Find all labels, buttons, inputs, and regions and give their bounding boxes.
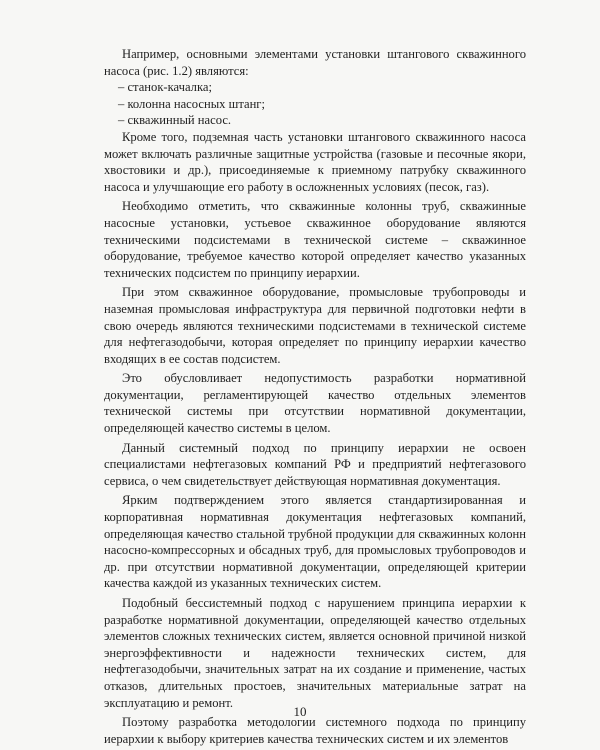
equipment-list xyxy=(104,79,526,129)
page-number: 10 xyxy=(293,704,307,719)
paragraph: Данный системный подход по принципу иерархии не освоен специалистами нефтегазовых компаний РФ и предприятий нефтегазового сервиса, о чем свидетельствует действующая нормативная документация. xyxy=(104,440,526,488)
paragraph: Кроме того, подземная часть установки штангового скважинного насоса может включать различные защитные устройства (газовые и песочные якори, хвостовики и др.), присоединяемые к приемному патрубку скважинного насоса и улучшающие его работу в осложненных условиях (песок, газ). xyxy=(104,129,526,194)
paragraph: Ярким подтверждением этого является стандартизированная и корпоративная нормативная документация нефтегазовых компаний, определяющая качество стальной трубной продукции для скважинных колонн насосно-компрессорных и обсадных труб, для промысловых трубопроводов и др. при отсутствии нормативной документации, определяющей критерии качества каждой из указанных технических систем. xyxy=(104,493,526,591)
list-item: – станок-качалка; xyxy=(118,80,212,95)
list-item: – скважинный насос. xyxy=(118,113,232,128)
paragraph: Необходимо отметить, что скважинные колонны труб, скважинные насосные установки, устьевое скважинное оборудование являются техническими подсистемами в технической системе – скважинное оборудование, требуемое качество которой определяет качество указанных технических подсистем по принципу иерархии. xyxy=(104,199,526,280)
paragraph: Подобный бессистемный подход с нарушением принципа иерархии к разработке нормативной документации, определяющей качество отдельных элементов сложных технических систем, является основной причиной низкой энергоэффективности и надежности технических систем, для нефтегазодобычи, значительных затрат на их создание и применение, частых отказов, длительных простоев, значительных материальные затрат на эксплуатацию и ремонт. xyxy=(104,596,526,710)
paragraph: При этом скважинное оборудование, промысловые трубопроводы и наземная промысловая инфраструктура для первичной подготовки нефти в свою очередь являются техническими подсистемами в технической системе для нефтегазодобычи, которая определяет по принципу иерархии качество входящих в ее состав подсистем. xyxy=(104,285,526,366)
list-item: – колонна насосных штанг; xyxy=(118,96,265,111)
paragraph: Поэтому разработка методологии системного подхода по принципу иерархии к выбору критериев качества технических систем и их элементов xyxy=(104,715,526,746)
intro-paragraph: Например, основными элементами установки штангового скважинного насоса (рис. 1.2) являются: xyxy=(104,47,526,78)
paragraph: Это обусловливает недопустимость разработки нормативной документации, регламентирующей качество отдельных элементов технической системы при отсутствии нормативной документации, определяющей качество системы в целом. xyxy=(104,371,526,436)
